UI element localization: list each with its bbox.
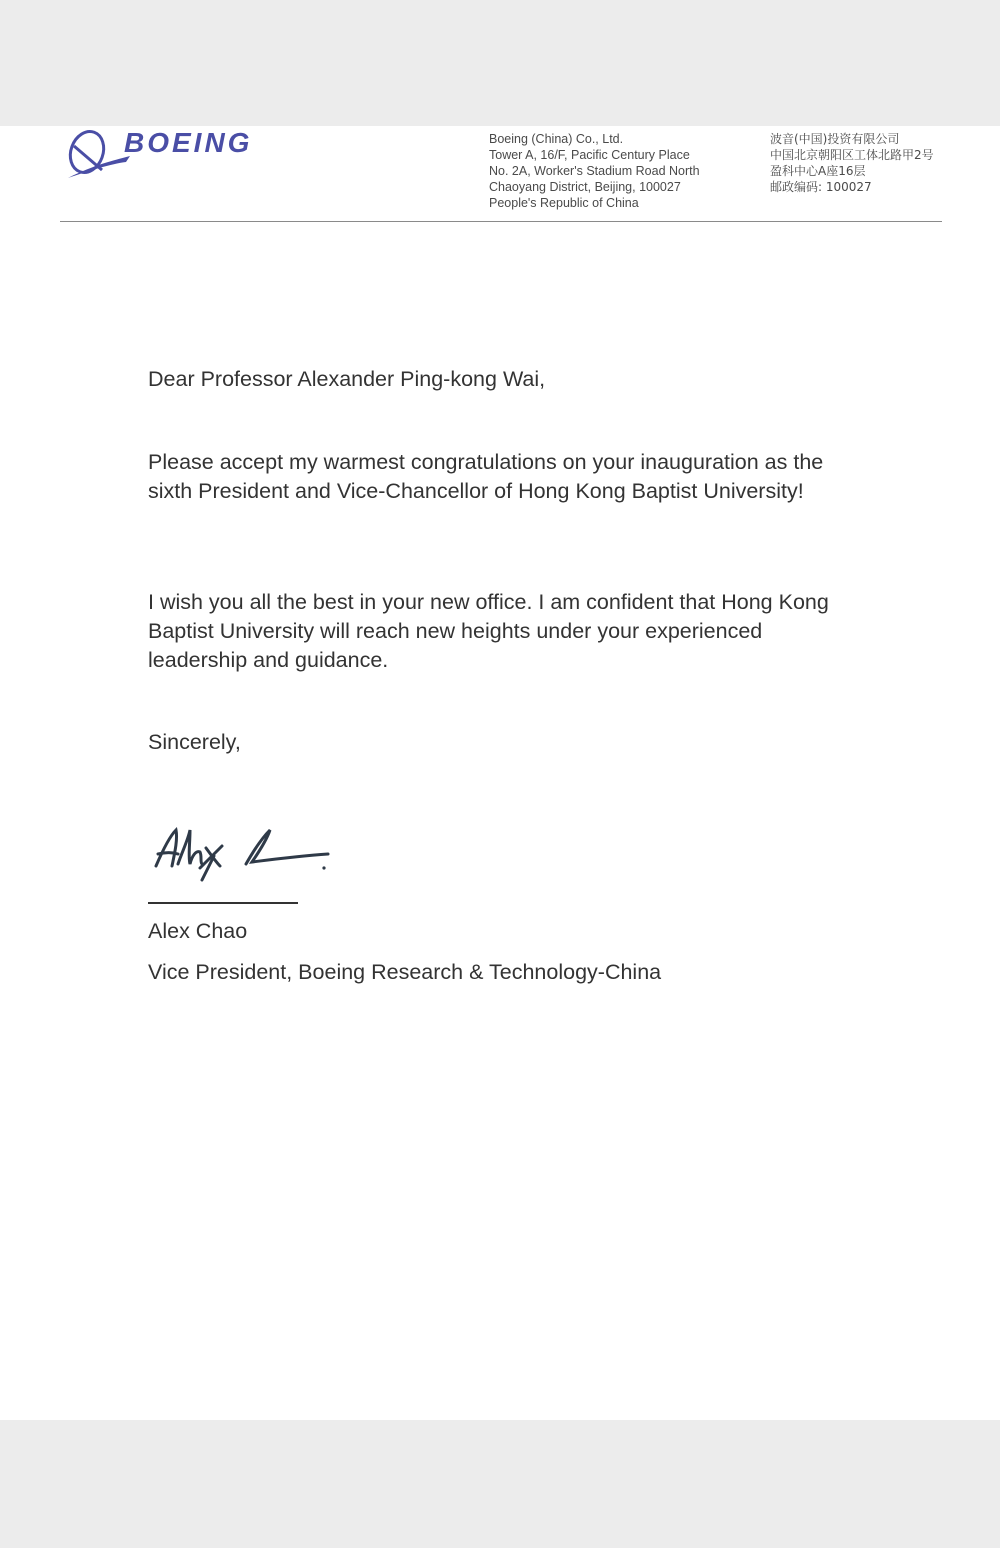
address-english xyxy=(489,131,700,211)
handwritten-signature xyxy=(148,816,338,886)
address-line: People's Republic of China xyxy=(489,196,639,210)
address-chinese xyxy=(770,131,934,195)
brand-wordmark: BOEING xyxy=(124,127,253,158)
address-line: 中国北京朝阳区工体北路甲2号 xyxy=(770,148,934,162)
address-line: Boeing (China) Co., Ltd. xyxy=(489,132,624,146)
address-line: 波音(中国)投资有限公司 xyxy=(770,132,900,146)
signature-line xyxy=(148,902,298,904)
boeing-logo xyxy=(66,126,316,182)
header-divider xyxy=(60,221,942,222)
salutation: Dear Professor Alexander Ping-kong Wai, xyxy=(148,367,546,391)
closing: Sincerely, xyxy=(148,730,241,754)
letter-page xyxy=(0,126,1000,1420)
address-line: No. 2A, Worker's Stadium Road North xyxy=(489,164,700,178)
body-paragraph: Please accept my warmest congratulations on your inauguration as the sixth President and Vice-Chancellor of Hong Kong Baptist University! xyxy=(148,450,824,503)
signer-name: Alex Chao xyxy=(148,919,248,943)
address-line: 盈科中心A座16层 xyxy=(770,164,866,178)
address-line: Tower A, 16/F, Pacific Century Place xyxy=(489,148,690,162)
address-line: Chaoyang District, Beijing, 100027 xyxy=(489,180,681,194)
address-line: 邮政编码: 100027 xyxy=(770,180,872,194)
signer-title: Vice President, Boeing Research & Technology-China xyxy=(148,960,662,984)
body-paragraph: I wish you all the best in your new office. I am confident that Hong Kong Baptist University will reach new heights under your experienced leadership and guidance. xyxy=(148,590,829,672)
